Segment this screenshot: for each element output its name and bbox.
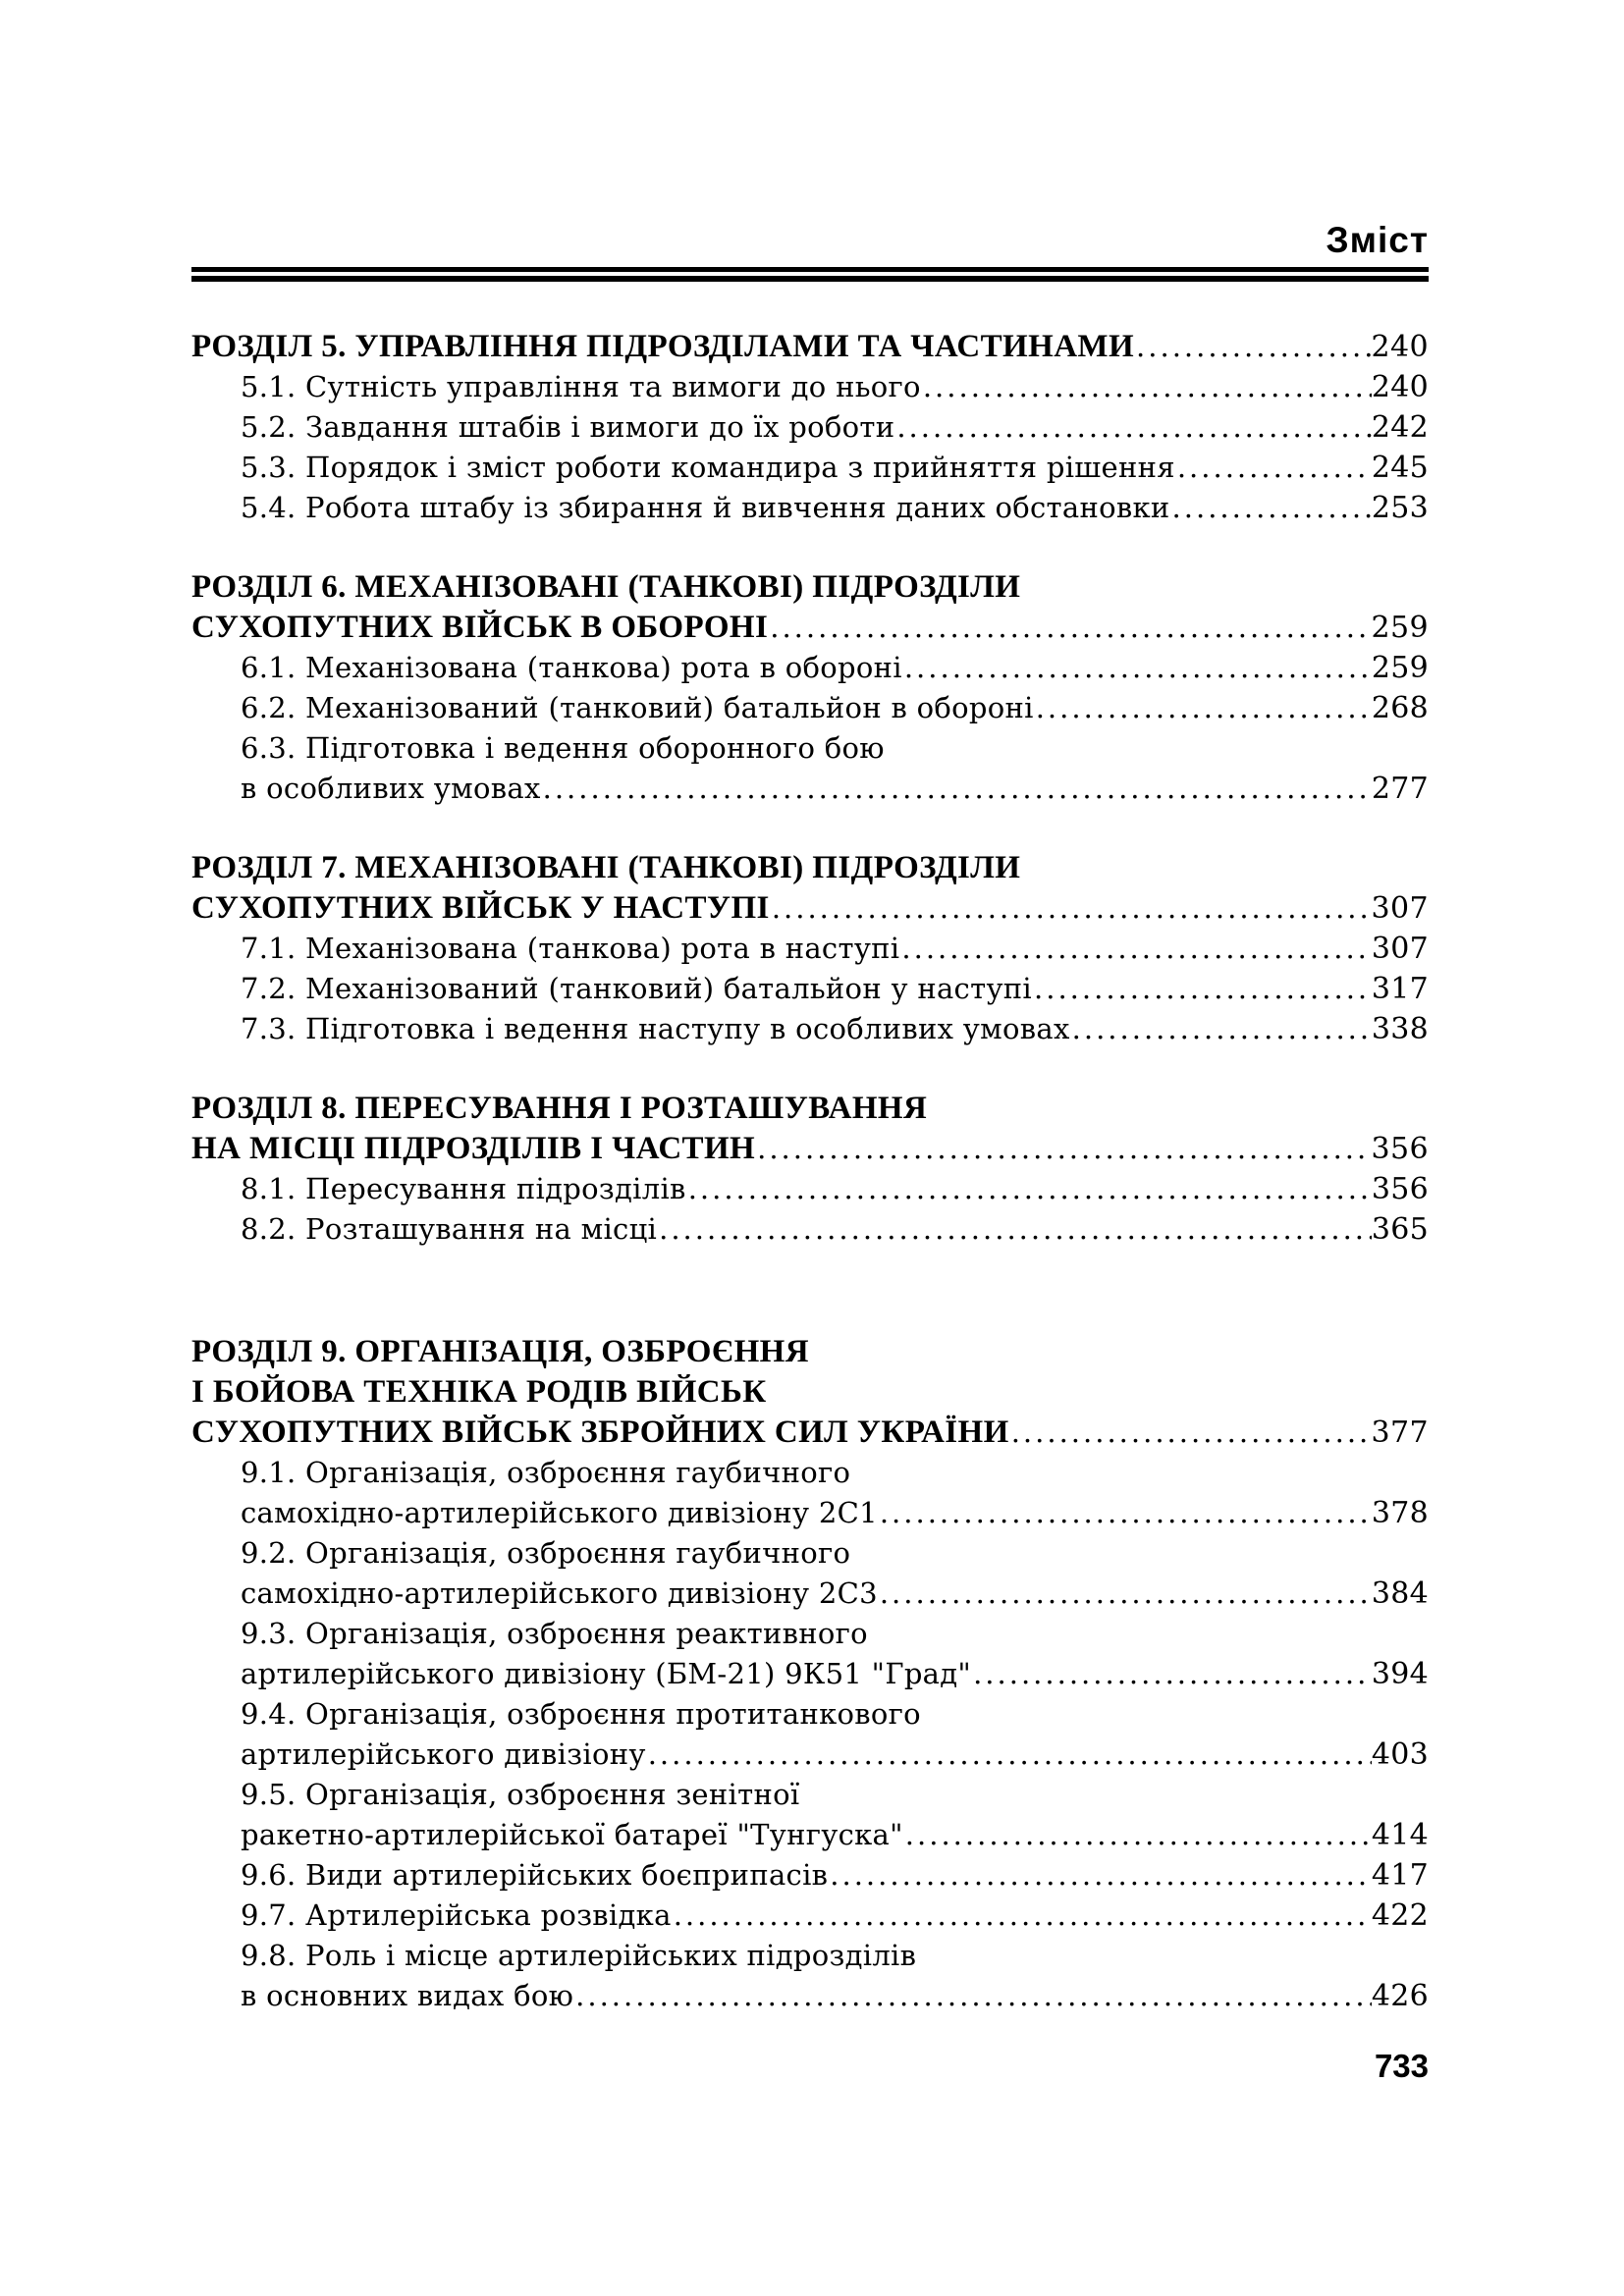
entry-text: 6.3. Підготовка і ведення оборонного бою [241, 731, 885, 765]
entry-text: РОЗДІЛ 9. ОРГАНІЗАЦІЯ, ОЗБРОЄННЯ [191, 1334, 809, 1369]
toc-heading-line [191, 1129, 1429, 1169]
page-ref: 403 [1371, 1737, 1429, 1772]
entry-text: ракетно-артилерійської батареї "Тунгуска" [241, 1818, 903, 1851]
toc-entry-line [191, 1453, 1429, 1493]
toc-section [191, 327, 1429, 528]
dot-leader [1170, 488, 1372, 528]
header-double-rule [191, 267, 1429, 282]
dot-leader [1070, 1009, 1372, 1049]
page-ref: 253 [1371, 491, 1429, 525]
toc-heading-line [191, 1332, 1429, 1372]
dot-leader [878, 1493, 1372, 1533]
entry-text: СУХОПУТНИХ ВІЙСЬК У НАСТУПІ [191, 890, 770, 926]
toc-entry-line [191, 407, 1429, 448]
toc-entry-line [191, 1976, 1429, 2016]
entry-text: 9.8. Роль і місце артилерійських підрозділів [241, 1939, 917, 1972]
toc-entry-line [191, 1815, 1429, 1855]
toc-entry-line [191, 648, 1429, 688]
page-ref: 307 [1371, 891, 1429, 926]
toc-entry-line [191, 688, 1429, 728]
dot-leader [657, 1209, 1372, 1250]
entry-text: в основних видах бою [241, 1979, 574, 2012]
toc-heading-line [191, 888, 1429, 929]
dot-leader [1134, 327, 1371, 367]
page-ref: 259 [1371, 651, 1429, 685]
entry-text: РОЗДІЛ 8. ПЕРЕСУВАННЯ І РОЗТАШУВАННЯ [191, 1091, 928, 1126]
entry-text: 6.1. Механізована (танкова) рота в обороні [241, 651, 902, 684]
entry-text: 7.1. Механізована (танкова) рота в наступі [241, 932, 900, 965]
page-ref: 365 [1371, 1212, 1429, 1247]
dot-leader [878, 1574, 1372, 1614]
toc-entry-line [191, 1896, 1429, 1936]
entry-text: самохідно-артилерійського дивізіону 2С1 [241, 1496, 878, 1529]
page-ref: 259 [1371, 611, 1429, 645]
dot-leader [921, 367, 1372, 407]
dot-leader [755, 1129, 1371, 1169]
page-ref: 242 [1371, 410, 1429, 445]
toc-entry-line [191, 728, 1429, 769]
entry-text: 5.2. Завдання штабів і вимоги до їх роботи [241, 410, 895, 444]
entry-text: артилерійського дивізіону [241, 1737, 646, 1771]
entry-text: 9.4. Організація, озброєння протитанкового [241, 1697, 921, 1731]
dot-leader [1009, 1413, 1372, 1453]
entry-text: 9.1. Організація, озброєння гаубичного [241, 1456, 851, 1489]
dot-leader [903, 1815, 1372, 1855]
entry-text: РОЗДІЛ 6. МЕХАНІЗОВАНІ (ТАНКОВІ) ПІДРОЗДІЛИ [191, 569, 1021, 605]
entry-text: 8.2. Розташування на місці [241, 1212, 658, 1246]
entry-text: СУХОПУТНИХ ВІЙСЬК ЗБРОЙНИХ СИЛ УКРАЇНИ [191, 1415, 1009, 1450]
toc-entry-line [191, 929, 1429, 969]
dot-leader [894, 407, 1371, 448]
dot-leader [768, 608, 1371, 648]
dot-leader [902, 648, 1372, 688]
entry-text: 9.6. Види артилерійських боєприпасів [241, 1858, 829, 1892]
dot-leader [828, 1855, 1372, 1896]
dot-leader [899, 929, 1371, 969]
toc-heading-line [191, 848, 1429, 888]
entry-text: 5.1. Сутність управління та вимоги до нього [241, 370, 921, 403]
entry-text: 6.2. Механізований (танковий) батальйон в обороні [241, 691, 1034, 724]
page-ref: 422 [1371, 1898, 1429, 1933]
toc-heading-line [191, 567, 1429, 608]
entry-text: 7.2. Механізований (танковий) батальйон у наступі [241, 972, 1033, 1005]
page-ref: 417 [1371, 1858, 1429, 1893]
toc-entry-line [191, 1169, 1429, 1209]
toc-entry-line [191, 367, 1429, 407]
entry-text: 7.3. Підготовка і ведення наступу в особливих умовах [241, 1012, 1070, 1045]
toc-heading-line [191, 608, 1429, 648]
toc-heading-line [191, 1089, 1429, 1129]
toc-section [191, 848, 1429, 1049]
page-ref: 394 [1371, 1657, 1429, 1691]
entry-text: самохідно-артилерійського дивізіону 2С3 [241, 1576, 878, 1610]
page-ref: 356 [1371, 1172, 1429, 1206]
page-ref: 377 [1371, 1415, 1429, 1450]
entry-text: 8.1. Пересування підрозділів [241, 1172, 686, 1205]
entry-text: 5.4. Робота штабу із збирання й вивчення даних обстановки [241, 491, 1170, 524]
toc [191, 327, 1429, 2016]
dot-leader [971, 1654, 1372, 1694]
toc-entry-line [191, 1654, 1429, 1694]
toc-entry-line [191, 1775, 1429, 1815]
entry-text: 9.5. Організація, озброєння зенітної [241, 1778, 800, 1811]
toc-heading-line [191, 327, 1429, 367]
toc-entry-line [191, 1855, 1429, 1896]
page-ref: 356 [1371, 1132, 1429, 1166]
page-ref: 338 [1371, 1012, 1429, 1046]
toc-entry-line [191, 769, 1429, 809]
dot-leader [1032, 969, 1372, 1009]
entry-text: 9.3. Організація, озброєння реактивного [241, 1617, 868, 1650]
dot-leader [646, 1735, 1372, 1775]
page-ref: 277 [1371, 772, 1429, 806]
dot-leader [1175, 448, 1372, 488]
page-number: 733 [1374, 2048, 1429, 2084]
toc-section [191, 1332, 1429, 2016]
entry-text: артилерійського дивізіону (БМ-21) 9К51 "Град" [241, 1657, 972, 1690]
entry-text: І БОЙОВА ТЕХНІКА РОДІВ ВІЙСЬК [191, 1374, 767, 1410]
page-ref: 240 [1371, 330, 1429, 364]
page-title: Зміст [1326, 220, 1429, 260]
dot-leader [672, 1896, 1372, 1936]
dot-leader [573, 1976, 1372, 2016]
entry-text: РОЗДІЛ 7. МЕХАНІЗОВАНІ (ТАНКОВІ) ПІДРОЗДІЛИ [191, 850, 1021, 885]
page-ref: 245 [1371, 451, 1429, 485]
toc-entry-line [191, 1209, 1429, 1250]
page-ref: 384 [1371, 1576, 1429, 1611]
dot-leader [541, 769, 1372, 809]
page-ref: 378 [1371, 1496, 1429, 1530]
page-ref: 307 [1371, 932, 1429, 966]
toc-entry-line [191, 448, 1429, 488]
toc-heading-line [191, 1372, 1429, 1413]
entry-text: 9.2. Організація, озброєння гаубичного [241, 1536, 851, 1570]
page-ref: 317 [1371, 972, 1429, 1006]
page-ref: 240 [1371, 370, 1429, 404]
toc-entry-line [191, 1574, 1429, 1614]
toc-entry-line [191, 1614, 1429, 1654]
toc-entry-line [191, 1009, 1429, 1049]
entry-text: СУХОПУТНИХ ВІЙСЬК В ОБОРОНІ [191, 610, 769, 645]
toc-entry-line [191, 1936, 1429, 1976]
page-ref: 414 [1371, 1818, 1429, 1852]
page-ref: 268 [1371, 691, 1429, 725]
toc-entry-line [191, 1735, 1429, 1775]
toc-entry-line [191, 969, 1429, 1009]
entry-text: 9.7. Артилерійська розвідка [241, 1898, 672, 1932]
toc-section [191, 567, 1429, 809]
entry-text: РОЗДІЛ 5. УПРАВЛІННЯ ПІДРОЗДІЛАМИ ТА ЧАСТИНАМИ [191, 329, 1135, 364]
dot-leader [1034, 688, 1372, 728]
toc-section [191, 1089, 1429, 1250]
toc-entry-line [191, 1493, 1429, 1533]
dot-leader [770, 888, 1372, 929]
toc-entry-line [191, 1533, 1429, 1574]
entry-text: в особливих умовах [241, 772, 541, 805]
entry-text: НА МІСЦІ ПІДРОЗДІЛІВ І ЧАСТИН [191, 1131, 756, 1166]
page-ref: 426 [1371, 1979, 1429, 2013]
toc-entry-line [191, 488, 1429, 528]
toc-entry-line [191, 1694, 1429, 1735]
dot-leader [686, 1169, 1372, 1209]
toc-heading-line [191, 1413, 1429, 1453]
entry-text: 5.3. Порядок і зміст роботи командира з прийняття рішення [241, 451, 1175, 484]
